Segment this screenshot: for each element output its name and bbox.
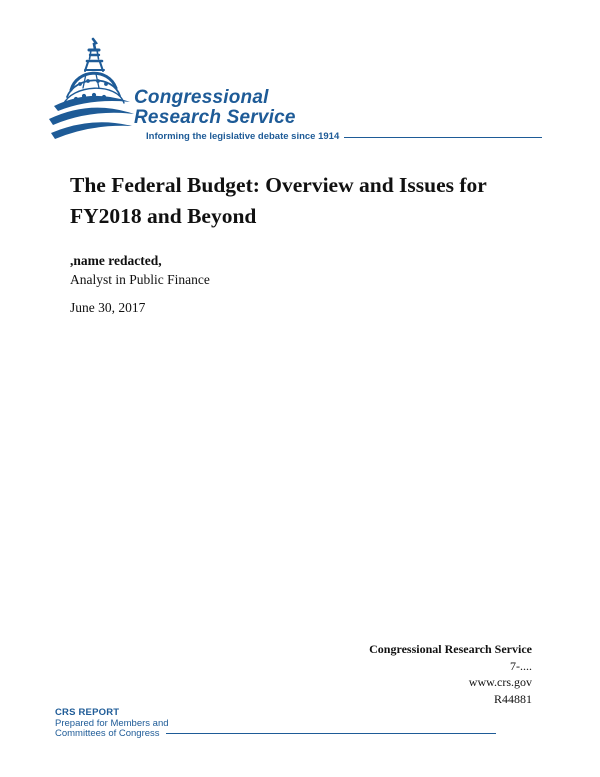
logo-tagline-row	[146, 131, 542, 142]
footer-left-line-2: Committees of Congress	[55, 728, 160, 739]
author-block	[70, 251, 210, 289]
footer-phone: 7-....	[510, 658, 532, 673]
footer-left-block	[55, 708, 496, 740]
crs-report-label: CRS REPORT	[55, 707, 120, 718]
logo-wordmark	[134, 88, 542, 142]
logo-tagline: Informing the legislative debate since 1914	[146, 131, 340, 142]
footer-left-line-1: Prepared for Members and	[55, 717, 169, 729]
logo-line-1: Congressional	[134, 87, 269, 108]
logo-line-2: Research Service	[134, 107, 296, 128]
footer-rule	[166, 733, 496, 734]
author-name: ,name redacted,	[70, 253, 162, 268]
capitol-dome-icon	[46, 36, 136, 142]
report-title-line-1: The Federal Budget: Overview and Issues for	[70, 173, 487, 197]
footer-org-name: Congressional Research Service	[369, 642, 532, 656]
report-title	[70, 170, 560, 232]
report-number: R44881	[493, 691, 532, 706]
footer-left-row	[55, 729, 496, 740]
report-title-line-2: FY2018 and Beyond	[70, 204, 257, 228]
tagline-rule	[344, 137, 542, 138]
author-role: Analyst in Public Finance	[70, 272, 210, 287]
report-date: June 30, 2017	[70, 300, 146, 315]
footer-right-block	[369, 641, 532, 707]
footer-website: www.crs.gov	[468, 675, 532, 689]
